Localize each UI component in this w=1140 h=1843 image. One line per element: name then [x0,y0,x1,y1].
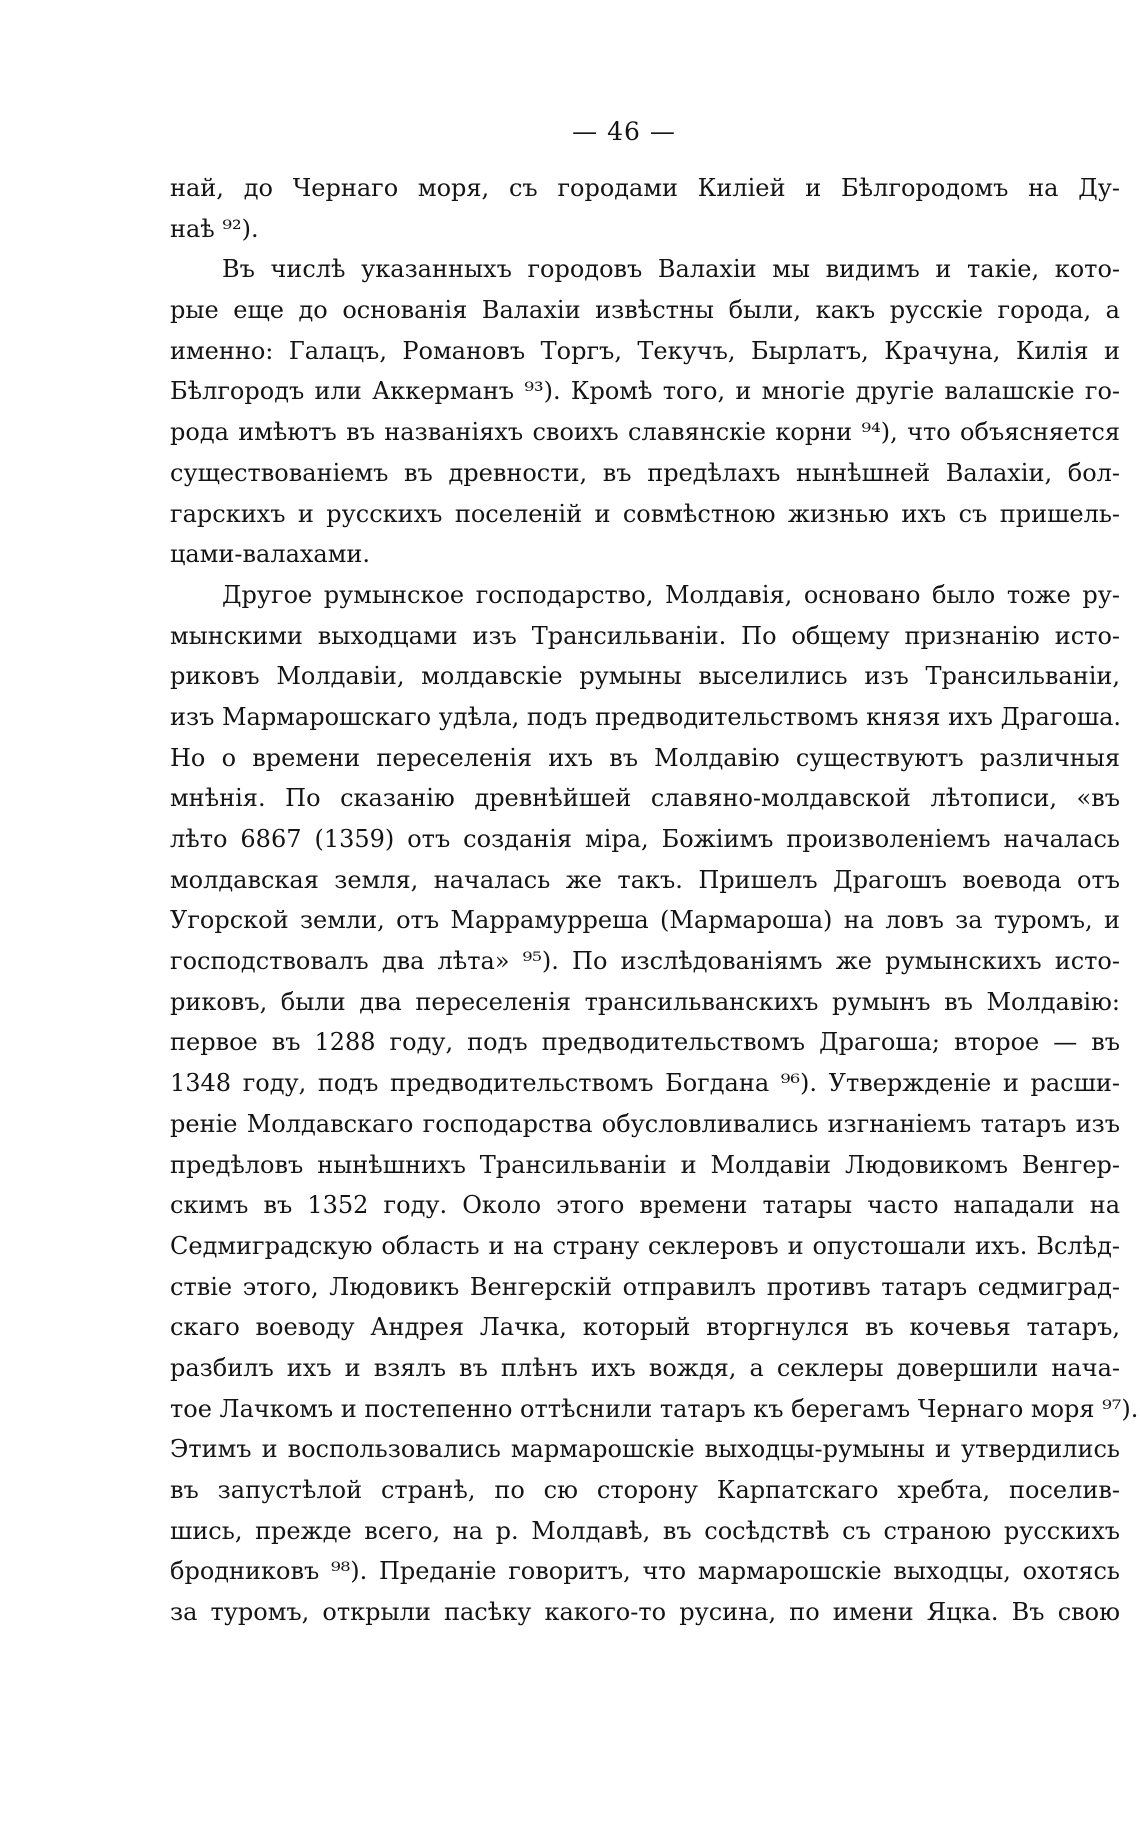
paragraph-walachia-towns [170,249,1120,575]
text-line: разбилъ ихъ и взялъ въ плѣнъ ихъ вождя, а секлеры довершили нача- [170,1353,1120,1382]
text-line: Угорской земли, отъ Маррамурреша (Мармароша) на ловъ за туромъ, и [170,906,1120,935]
text-line: скаго воеводу Андрея Лачка, который вторгнулся въ кочевья татаръ, [170,1313,1120,1342]
text-line: Въ числѣ указанныхъ городовъ Валахіи мы видимъ и такіе, кото- [222,255,1120,284]
text-line: предѣловъ нынѣшнихъ Трансильваніи и Молдавіи Людовикомъ Венгер- [170,1150,1120,1179]
paragraph-continuation [170,168,1120,249]
text-line: именно: Галацъ, Романовъ Торгъ, Текучъ, Бырлатъ, Крачуна, Килія и [170,336,1120,365]
text-line: Бѣлгородъ или Аккерманъ ⁹³). Кромѣ того, и многіе другіе валашскіе го- [170,377,1120,406]
text-line: господствовалъ два лѣта» ⁹⁵). По изслѣдованіямъ же румынскихъ исто- [170,947,1120,976]
text-line: лѣто 6867 (1359) отъ созданія міра, Божіимъ произволеніемъ началась [170,825,1120,853]
text-line: Этимъ и воспользовались мармарошскіе выходцы-румыны и утвердились [170,1435,1120,1464]
text-line: мнѣнія. По сказанію древнѣйшей славяно-молдавской лѣтописи, «въ [170,784,1120,813]
text-line: первое въ 1288 году, подъ предводительствомъ Драгоша; второе — въ [170,1028,1120,1057]
text-line: мынскими выходцами изъ Трансильваніи. По общему признанію исто- [170,621,1120,650]
text-line: Но о времени переселенія ихъ въ Молдавію существуютъ различныя [170,743,1120,772]
text-line: шись, прежде всего, на р. Молдавѣ, въ сосѣдствѣ съ страною русскихъ [170,1516,1120,1545]
text-line: ствіе этого, Людовикъ Венгерскій отправилъ противъ татаръ седмиград- [170,1272,1120,1301]
page-number: — 46 — [572,117,676,146]
text-line: риковъ Молдавіи, молдавскіе румыны выселились изъ Трансильваніи, [170,662,1120,691]
text-line: Седмиградскую область и на страну секлеровъ и опустошали ихъ. Вслѣд- [170,1231,1120,1260]
text-line: риковъ, были два переселенія трансильванскихъ румынъ въ Молдавію: [170,987,1120,1016]
text-line: скимъ въ 1352 году. Около этого времени татары часто нападали на [170,1191,1120,1220]
text-line: Другое румынское господарство, Молдавія, основано было тоже ру- [222,580,1120,609]
text-line: существованіемъ въ древности, въ предѣлахъ нынѣшней Валахіи, бол- [170,458,1120,487]
text-line: най, до Чернаго моря, съ городами Киліей и Бѣлгородомъ на Ду- [170,174,1120,202]
text-line: реніе Молдавскаго господарства обусловливались изгнаніемъ татаръ изъ [170,1109,1120,1138]
text-line: въ запустѣлой странѣ, по сю сторону Карпатскаго хребта, поселив- [170,1476,1120,1504]
text-body [170,168,1139,1633]
text-line: цами-валахами. [170,540,371,569]
text-line: тое Лачкомъ и постепенно оттѣснили татаръ къ берегамъ Чернаго моря ⁹⁷). [170,1394,1139,1423]
text-line: 1348 году, подъ предводительствомъ Богдана ⁹⁶). Утвержденіе и расши- [170,1069,1120,1098]
text-line: рые еще до основанія Валахіи извѣстны были, какъ русскіе города, а [170,296,1120,325]
text-line: за туромъ, открыли пасѣку какого-то русина, по имени Яцка. Въ свою [170,1598,1120,1627]
text-line: молдавская земля, началась же такъ. Пришелъ Драгошъ воевода отъ [170,865,1120,894]
text-line: изъ Мармарошскаго удѣла, подъ предводительствомъ князя ихъ Драгоша. [170,702,1122,731]
text-line: бродниковъ ⁹⁸). Преданіе говоритъ, что мармарошскіе выходцы, охотясь [170,1557,1120,1586]
paragraph-moldavia [170,575,1139,1633]
text-line: рода имѣютъ въ названіяхъ своихъ славянскіе корни ⁹⁴), что объясняется [170,418,1120,447]
text-line: наѣ ⁹²). [170,214,259,243]
text-line: гарскихъ и русскихъ поселеній и совмѣстною жизнью ихъ съ пришель- [170,499,1120,528]
